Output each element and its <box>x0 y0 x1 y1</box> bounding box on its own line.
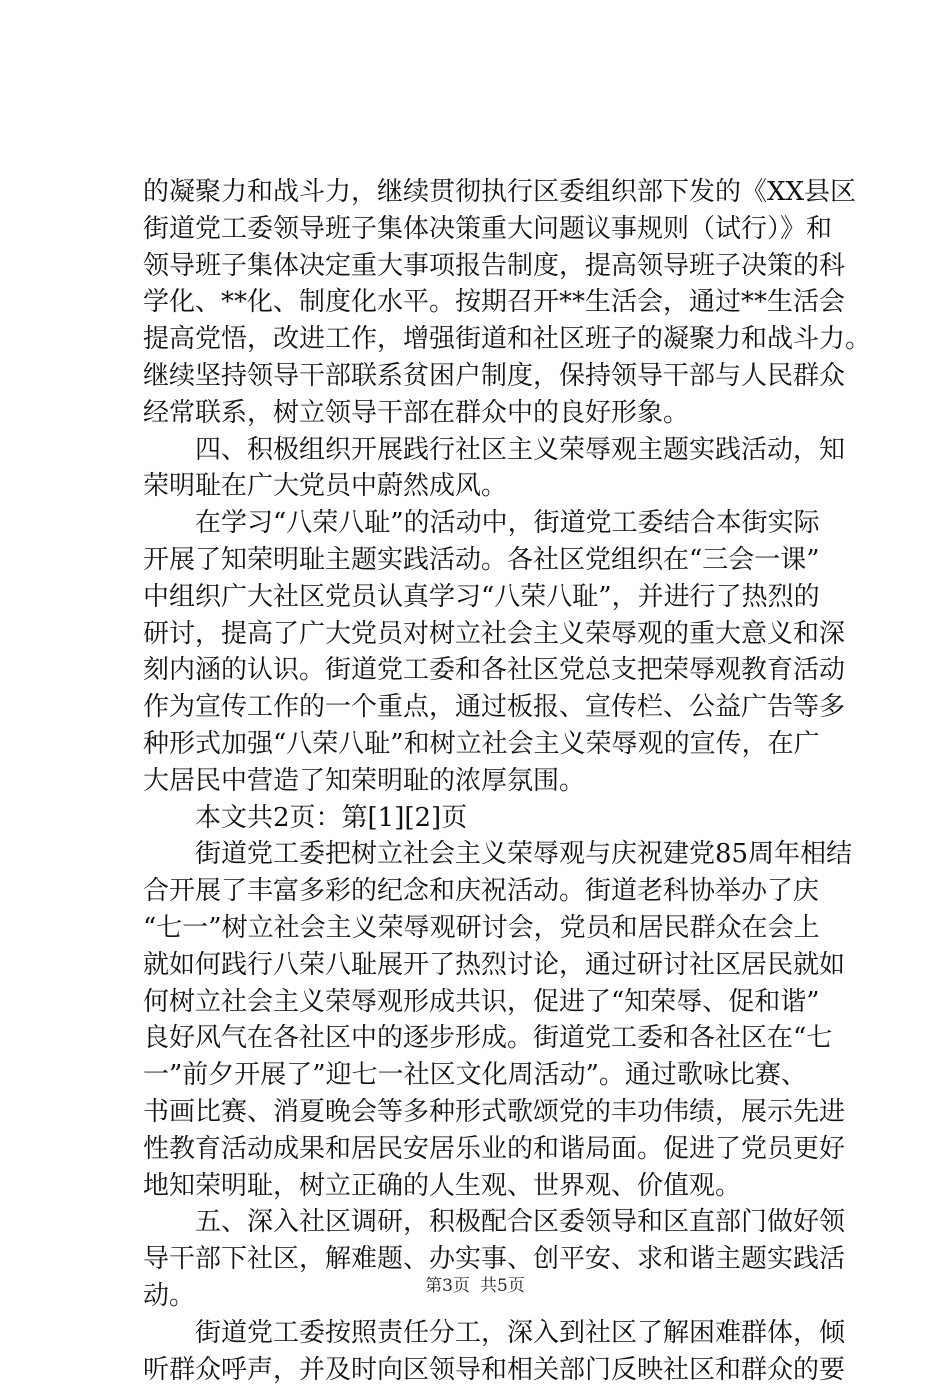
page-number: 第3页 <box>425 1276 470 1296</box>
text-line: 大居民中营造了知荣明耻的浓厚氛围。 <box>143 763 843 800</box>
text-line: 街道党工委按照责任分工，深入到社区了解困难群体，倾 <box>143 1315 843 1352</box>
text-line: 提高党悟，改进工作，增强街道和社区班子的凝聚力和战斗力。 <box>143 321 843 358</box>
text-line: 继续坚持领导干部联系贫困户制度，保持领导干部与人民群众 <box>143 358 843 395</box>
text-line: 动。 <box>143 1278 843 1315</box>
text-line: 刻内涵的认识。街道党工委和各社区党总支把荣辱观教育活动 <box>143 652 843 689</box>
text-line: 五、深入社区调研，积极配合区委领导和区直部门做好领 <box>143 1204 843 1241</box>
text-line: 就如何践行八荣八耻展开了热烈讨论，通过研讨社区居民就如 <box>143 947 843 984</box>
document-body <box>143 174 843 1388</box>
text-line: 在学习“八荣八耻”的活动中，街道党工委结合本街实际 <box>143 505 843 542</box>
text-line: 经常联系，树立领导干部在群众中的良好形象。 <box>143 395 843 432</box>
text-line: 街道党工委把树立社会主义荣辱观与庆祝建党85周年相结 <box>143 836 843 873</box>
text-line: 本文共2页：第[1][2]页 <box>143 800 843 837</box>
text-line: 种形式加强“八荣八耻”和树立社会主义荣辱观的宣传，在广 <box>143 726 843 763</box>
text-line: 书画比赛、消夏晚会等多种形式歌颂党的丰功伟绩，展示先进 <box>143 1094 843 1131</box>
text-line: “七一”树立社会主义荣辱观研讨会，党员和居民群众在会上 <box>143 910 843 947</box>
text-line: 学化、**化、制度化水平。按期召开**生活会，通过**生活会 <box>143 284 843 321</box>
text-line: 听群众呼声，并及时向区领导和相关部门反映社区和群众的要 <box>143 1352 843 1388</box>
text-line: 中组织广大社区党员认真学习“八荣八耻”，并进行了热烈的 <box>143 579 843 616</box>
text-line: 研讨，提高了广大党员对树立社会主义荣辱观的重大意义和深 <box>143 616 843 653</box>
text-line: 四、积极组织开展践行社区主义荣辱观主题实践活动，知 <box>143 432 843 469</box>
text-line: 良好风气在各社区中的逐步形成。街道党工委和各社区在“七 <box>143 1020 843 1057</box>
text-line: 的凝聚力和战斗力，继续贯彻执行区委组织部下发的《XX县区 <box>143 174 843 211</box>
text-line: 一”前夕开展了”迎七一社区文化周活动”。通过歌咏比赛、 <box>143 1057 843 1094</box>
page-footer <box>0 1275 950 1297</box>
text-line: 街道党工委领导班子集体决策重大问题议事规则（试行）》和 <box>143 211 843 248</box>
text-line: 合开展了丰富多彩的纪念和庆祝活动。街道老科协举办了庆 <box>143 873 843 910</box>
text-line: 性教育活动成果和居民安居乐业的和谐局面。促进了党员更好 <box>143 1131 843 1168</box>
text-line: 作为宣传工作的一个重点，通过板报、宣传栏、公益广告等多 <box>143 689 843 726</box>
text-line: 何树立社会主义荣辱观形成共识，促进了“知荣辱、促和谐” <box>143 984 843 1021</box>
page-total: 共5页 <box>480 1276 525 1296</box>
text-line: 地知荣明耻，树立正确的人生观、世界观、价值观。 <box>143 1168 843 1205</box>
text-line: 导干部下社区，解难题、办实事、创平安、求和谐主题实践活 <box>143 1241 843 1278</box>
text-line: 领导班子集体决定重大事项报告制度，提高领导班子决策的科 <box>143 248 843 285</box>
text-line: 开展了知荣明耻主题实践活动。各社区党组织在“三会一课” <box>143 542 843 579</box>
text-line: 荣明耻在广大党员中蔚然成风。 <box>143 468 843 505</box>
